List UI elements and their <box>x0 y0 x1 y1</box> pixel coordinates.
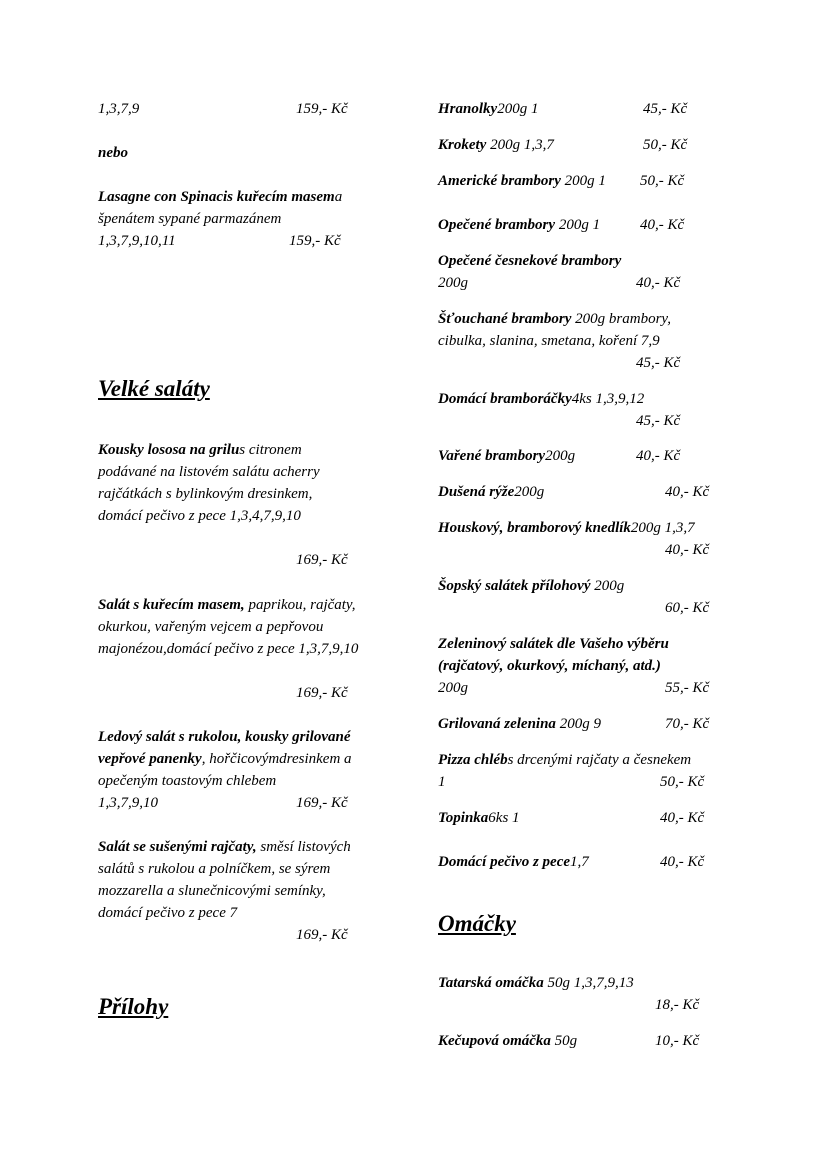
pecivo-price: 40,- Kč <box>660 854 705 870</box>
salad4-desc-2: salátů s rukolou a polníčkem, se sýrem <box>98 861 331 877</box>
varene-price: 40,- Kč <box>636 448 681 464</box>
ryze-line <box>438 481 544 503</box>
krokety-detail: 200g 1,3,7 <box>486 137 554 153</box>
salad3-name-1: Ledový salát s rukolou, kousky grilované <box>98 729 351 745</box>
heading-omacky: Omáčky <box>438 911 516 936</box>
sopsky-name: Šopský salátek přílohový <box>438 578 591 594</box>
americke-price: 50,- Kč <box>640 173 685 189</box>
sopsky-detail: 200g <box>590 578 625 594</box>
stouchane-name: Šťouchané brambory <box>438 311 572 327</box>
tatarska-detail: 50g 1,3,7,9,13 <box>543 975 634 991</box>
tatarska-name: Tatarská omáčka <box>438 975 544 991</box>
cesnekove-price: 40,- Kč <box>636 275 681 291</box>
varene-detail: 200g <box>545 448 576 464</box>
grilovana-detail: 200g 9 <box>555 716 601 732</box>
pecivo-detail: 1,7 <box>570 854 589 870</box>
salad3-line2 <box>98 748 352 770</box>
pizza-detail: s drcenými rajčaty a česnekem <box>507 752 692 768</box>
lasagne-name: Lasagne con Spinacis kuřecím masem <box>98 189 335 205</box>
salad2-desc-3: majonézou,domácí pečivo z pece 1,3,7,9,10 <box>98 641 359 657</box>
knedlik-price: 40,- Kč <box>665 542 710 558</box>
salad3-name-2: vepřové panenky <box>98 751 202 767</box>
nebo-label: nebo <box>98 145 128 161</box>
pizza-line <box>438 749 691 771</box>
zeleninovy-name-1: Zeleninový salátek dle Vašeho výběru <box>438 636 669 652</box>
opecene-detail: 200g 1 <box>555 217 601 233</box>
knedlik-name: Houskový, bramborový knedlík <box>438 520 631 536</box>
zeleninovy-weight: 200g <box>438 680 468 696</box>
bramboracky-name: Domácí bramboráčky <box>438 391 572 407</box>
pecivo-name: Domácí pečivo z pece <box>438 854 571 870</box>
salad4-desc-3: mozzarella a slunečnicovými semínky, <box>98 883 326 899</box>
americke-detail: 200g 1 <box>560 173 606 189</box>
kecupova-line <box>438 1030 577 1052</box>
kecupova-detail: 50g <box>550 1033 578 1049</box>
zeleninovy-price: 55,- Kč <box>665 680 710 696</box>
krokety-line <box>438 134 554 156</box>
grilovana-line <box>438 713 601 735</box>
sopsky-price: 60,- Kč <box>665 600 710 616</box>
americke-name: Americké brambory <box>438 173 561 189</box>
hranolky-name: Hranolky <box>438 101 498 117</box>
hranolky-detail: 200g 1 <box>497 101 539 117</box>
salad1-desc-2: podávané na listovém salátu acherry <box>98 464 320 480</box>
pasta-price: 159,- Kč <box>296 101 348 117</box>
salad3-desc-1: , hořčicovýmdresinkem a <box>201 751 352 767</box>
salad2-name: Salát s kuřecím masem, <box>98 597 245 613</box>
salad2-desc-1: paprikou, rajčaty, <box>244 597 356 613</box>
salad4-desc-1: směsí listových <box>256 839 351 855</box>
salad2-desc-2: okurkou, vařeným vejcem a pepřovou <box>98 619 324 635</box>
pizza-allergens: 1 <box>438 774 446 790</box>
americke-line <box>438 170 606 192</box>
krokety-name: Krokety <box>438 137 487 153</box>
heading-velke-salaty: Velké saláty <box>98 376 210 401</box>
salad1-line1 <box>98 439 302 461</box>
opecene-price: 40,- Kč <box>640 217 685 233</box>
lasagne-allergens: 1,3,7,9,10,11 <box>98 233 176 249</box>
stouchane-price: 45,- Kč <box>636 355 681 371</box>
pecivo-line <box>438 851 589 873</box>
cesnekove-weight: 200g <box>438 275 468 291</box>
lasagne-desc-1: a <box>334 189 343 205</box>
pasta-allergens: 1,3,7,9 <box>98 101 140 117</box>
opecene-line <box>438 214 600 236</box>
varene-name: Vařené brambory <box>438 448 546 464</box>
salad1-name: Kousky lososa na grilu <box>98 442 240 458</box>
lasagne-title-line <box>98 186 342 208</box>
opecene-name: Opečené brambory <box>438 217 556 233</box>
stouchane-detail-1: 200g brambory, <box>571 311 671 327</box>
salad1-price: 169,- Kč <box>296 552 348 568</box>
grilovana-price: 70,- Kč <box>665 716 710 732</box>
grilovana-name: Grilovaná zelenina <box>438 716 556 732</box>
ryze-price: 40,- Kč <box>665 484 710 500</box>
stouchane-line1 <box>438 308 671 330</box>
salad3-allergens: 1,3,7,9,10 <box>98 795 158 811</box>
salad2-price: 169,- Kč <box>296 685 348 701</box>
topinka-price: 40,- Kč <box>660 810 705 826</box>
topinka-name: Topinka <box>438 810 489 826</box>
hranolky-price: 45,- Kč <box>643 101 688 117</box>
cesnekove-name: Opečené česnekové brambory <box>438 253 622 269</box>
zeleninovy-name-2: (rajčatový, okurkový, míchaný, atd.) <box>438 658 661 674</box>
stouchane-detail-2: cibulka, slanina, smetana, koření 7,9 <box>438 333 660 349</box>
bramboracky-line <box>438 388 644 410</box>
topinka-detail: 6ks 1 <box>488 810 520 826</box>
tatarska-line <box>438 972 634 994</box>
ryze-detail: 200g <box>514 484 545 500</box>
kecupova-name: Kečupová omáčka <box>438 1033 551 1049</box>
knedlik-detail: 200g 1,3,7 <box>630 520 695 536</box>
salad3-price: 169,- Kč <box>296 795 348 811</box>
pizza-price: 50,- Kč <box>660 774 705 790</box>
kecupova-price: 10,- Kč <box>655 1033 700 1049</box>
ryze-name: Dušená rýže <box>438 484 515 500</box>
heading-prilohy: Přílohy <box>98 994 169 1019</box>
pizza-name: Pizza chléb <box>438 752 508 768</box>
tatarska-price: 18,- Kč <box>655 997 700 1013</box>
salad1-desc-3: rajčátkách s bylinkovým dresinkem, <box>98 486 313 502</box>
salad1-desc-4: domácí pečivo z pece 1,3,4,7,9,10 <box>98 508 301 524</box>
hranolky-line <box>438 98 538 120</box>
salad4-price: 169,- Kč <box>296 927 348 943</box>
salad2-line1 <box>98 594 356 616</box>
salad3-desc-2: opečeným toastovým chlebem <box>98 773 277 789</box>
knedlik-line <box>438 517 695 539</box>
lasagne-price: 159,- Kč <box>289 233 341 249</box>
salad1-desc-1: s citronem <box>239 442 302 458</box>
salad4-line1 <box>98 836 351 858</box>
salad4-name: Salát se sušenými rajčaty, <box>98 839 257 855</box>
salad4-desc-4: domácí pečivo z pece 7 <box>98 905 238 921</box>
lasagne-desc-2: špenátem sypané parmazánem <box>98 211 282 227</box>
bramboracky-detail: 4ks 1,3,9,12 <box>571 391 645 407</box>
krokety-price: 50,- Kč <box>643 137 688 153</box>
varene-line <box>438 445 575 467</box>
bramboracky-price: 45,- Kč <box>636 413 681 429</box>
sopsky-line <box>438 575 624 597</box>
topinka-line <box>438 807 520 829</box>
